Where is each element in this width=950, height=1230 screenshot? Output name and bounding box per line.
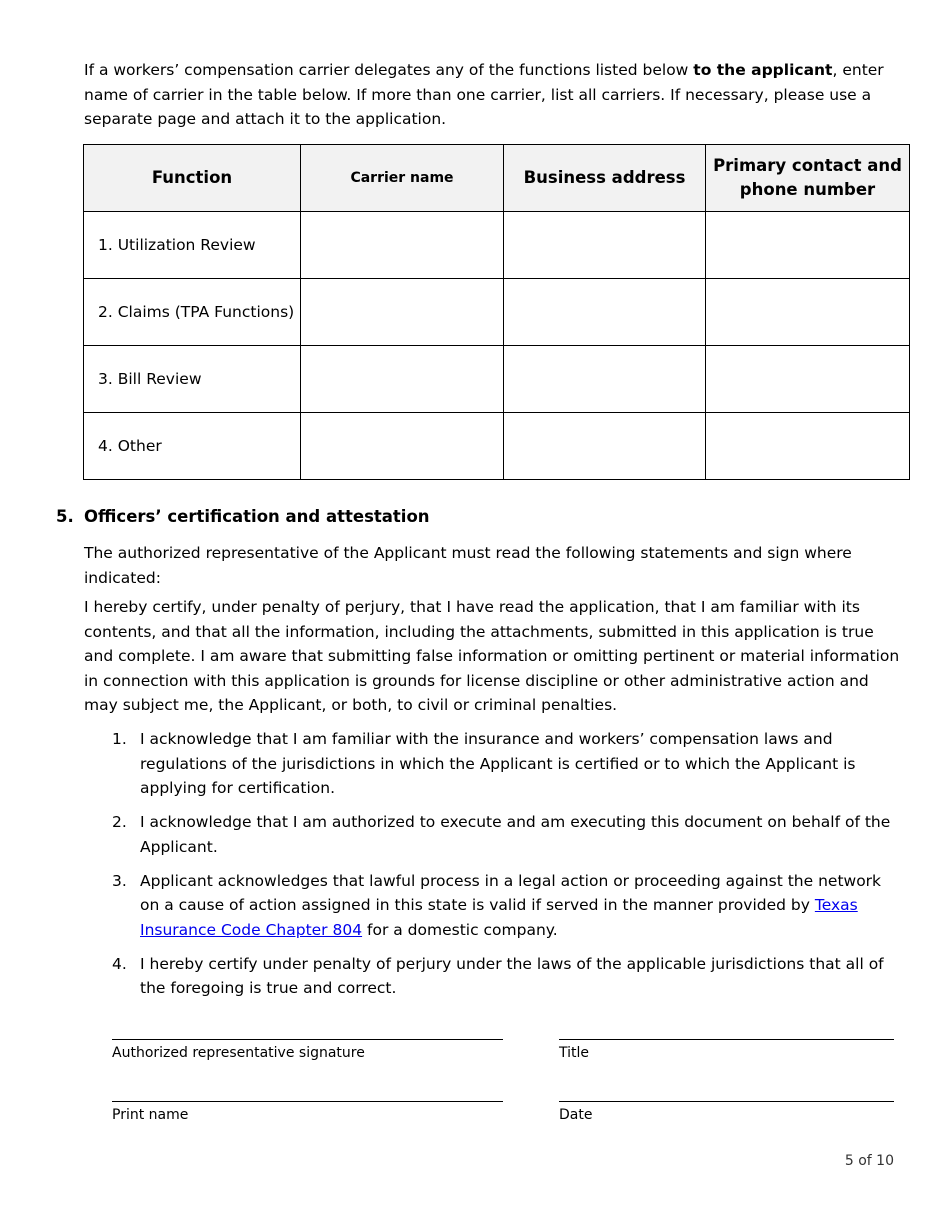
list-number: 3. bbox=[112, 871, 127, 890]
certification-paragraph: I hereby certify, under penalty of perjury, that I have read the application, that I am familiar with its contents, and that all the information, including the attachments, submitted in this application is true and complete. I am aware that submitting false information or omitting pertinent or material information in connection with this application is grounds for license discipline or other administrative action and may subject me, the Applicant, or both, to civil or criminal penalties. bbox=[84, 598, 900, 714]
statement-text-end: for a domestic company. bbox=[362, 920, 558, 939]
business-address-cell[interactable] bbox=[504, 279, 706, 346]
business-address-cell[interactable] bbox=[504, 413, 706, 480]
intro-text: If a workers’ compensation carrier delegates any of the functions listed below bbox=[84, 61, 694, 79]
table-header-row bbox=[84, 145, 910, 212]
insurance-code-link[interactable]: Insurance Code Chapter 804 bbox=[140, 920, 363, 939]
section-title: Officers’ certification and attestation bbox=[84, 507, 430, 526]
statement-text: I acknowledge that I am familiar with the insurance and workers’ compensation laws and regulations of the jurisdictions in which the Applicant is certified or to which the Applicant is applying for certification. bbox=[140, 730, 856, 797]
header-function: Function bbox=[84, 145, 301, 212]
statement-text: Applicant acknowledges that lawful process in a legal action or proceeding against the network on a cause of action assigned in this state is valid if served in the manner provided by bbox=[140, 871, 882, 914]
function-cell: 4. Other bbox=[84, 413, 301, 480]
header-primary-contact: Primary contact and phone number bbox=[706, 145, 910, 212]
intro-text-end: , enter name of carrier in the table below. If more than one carrier, list all carriers. If necessary, please use a separate page and attach it to the application. bbox=[84, 61, 884, 128]
delegated-functions-table bbox=[83, 144, 910, 480]
date-line[interactable] bbox=[559, 1101, 894, 1102]
print-name-label: Print name bbox=[112, 1107, 189, 1123]
function-cell: 1. Utilization Review bbox=[84, 212, 301, 279]
intro-bold-text: to the applicant bbox=[693, 61, 833, 79]
primary-contact-cell[interactable] bbox=[706, 279, 910, 346]
statement-text: I hereby certify under penalty of perjury under the laws of the applicable jurisdictions that all of the foregoing is true and correct. bbox=[140, 954, 884, 997]
signature-line[interactable] bbox=[112, 1039, 503, 1040]
list-number: 2. bbox=[112, 813, 127, 831]
table-row bbox=[84, 279, 910, 346]
texas-link[interactable]: Texas bbox=[814, 896, 858, 914]
table-row bbox=[84, 346, 910, 413]
print-name-line[interactable] bbox=[112, 1101, 503, 1102]
carrier-name-cell[interactable] bbox=[301, 212, 504, 279]
carrier-name-cell[interactable] bbox=[301, 346, 504, 413]
business-address-cell[interactable] bbox=[504, 346, 706, 413]
function-cell: 2. Claims (TPA Functions) bbox=[84, 279, 301, 346]
intro-paragraph bbox=[84, 58, 904, 132]
business-address-cell[interactable] bbox=[504, 212, 706, 279]
section-number: 5. bbox=[56, 507, 74, 526]
header-carrier-name: Carrier name bbox=[301, 145, 504, 212]
page-number: 5 of 10 bbox=[844, 1153, 894, 1169]
list-number: 1. bbox=[112, 730, 127, 748]
list-number: 4. bbox=[112, 954, 127, 973]
signature-label: Authorized representative signature bbox=[112, 1045, 365, 1061]
table-row bbox=[84, 413, 910, 480]
table-row bbox=[84, 212, 910, 279]
title-line[interactable] bbox=[559, 1039, 894, 1040]
list-item bbox=[84, 952, 896, 1001]
date-label: Date bbox=[559, 1107, 593, 1123]
carrier-name-cell[interactable] bbox=[301, 413, 504, 480]
statement-text: I acknowledge that I am authorized to execute and am executing this document on behalf of the Applicant. bbox=[140, 813, 891, 856]
section-heading bbox=[56, 505, 430, 529]
list-item bbox=[84, 810, 896, 859]
title-label: Title bbox=[559, 1045, 590, 1061]
statement-list bbox=[84, 727, 896, 1010]
primary-contact-cell[interactable] bbox=[706, 346, 910, 413]
primary-contact-cell[interactable] bbox=[706, 413, 910, 480]
function-cell: 3. Bill Review bbox=[84, 346, 301, 413]
primary-contact-cell[interactable] bbox=[706, 212, 910, 279]
list-item bbox=[84, 727, 896, 801]
instruction-paragraph: The authorized representative of the Applicant must read the following statements and sign where indicated: bbox=[84, 544, 852, 587]
carrier-name-cell[interactable] bbox=[301, 279, 504, 346]
header-business-address: Business address bbox=[504, 145, 706, 212]
list-item bbox=[84, 869, 896, 943]
